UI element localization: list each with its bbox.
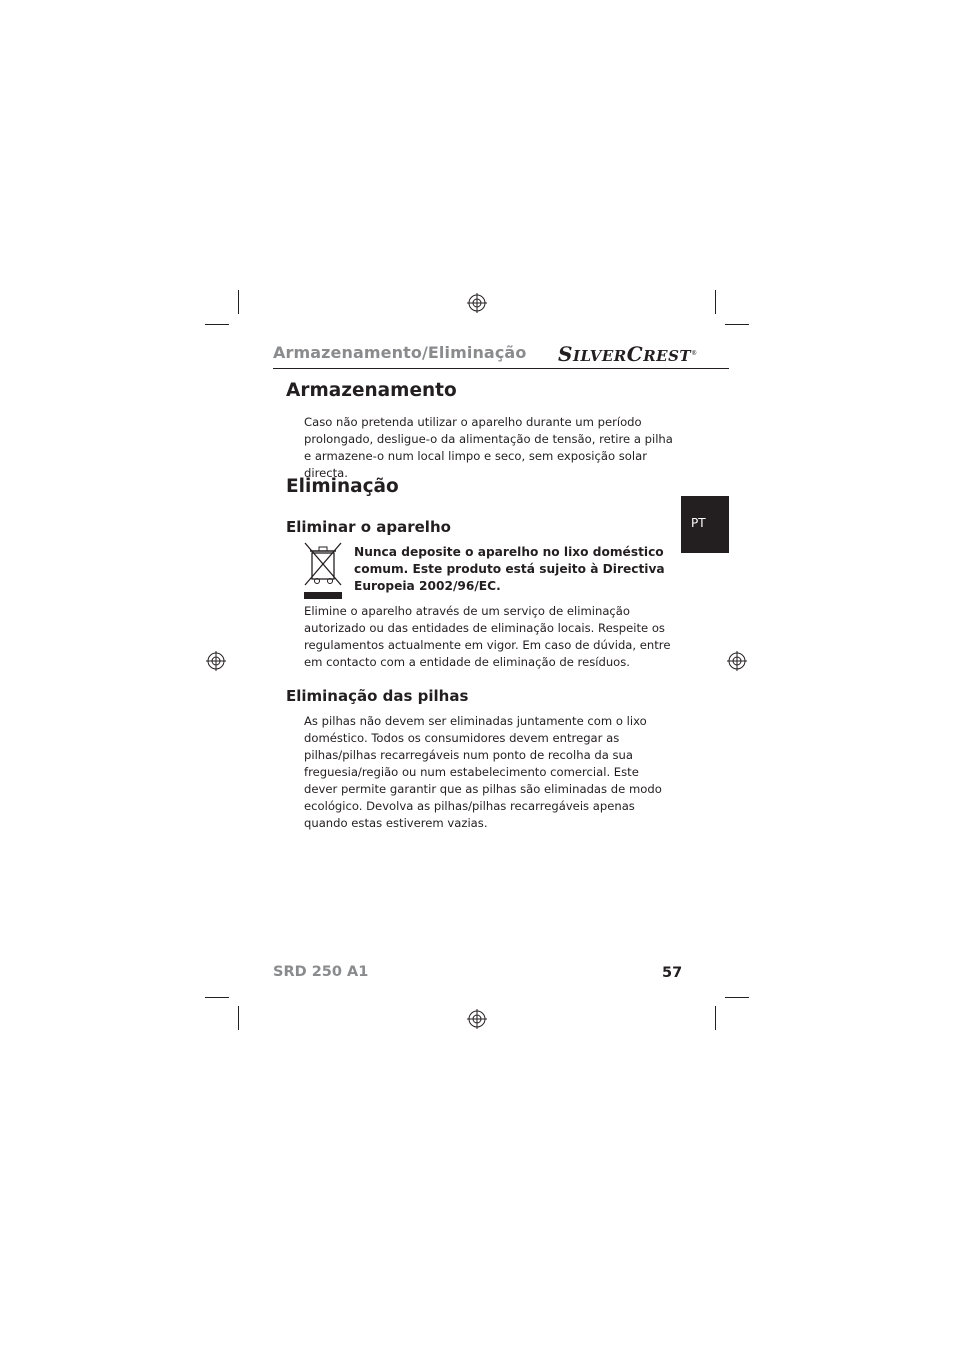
language-tab-label: PT bbox=[691, 516, 706, 530]
storage-paragraph: Caso não pretenda utilizar o aparelho durante um período prolongado, desligue-o da alimentação de tensão, retire a pilha e armazene-o num local limpo e seco, sem exposição solar directa. bbox=[304, 415, 673, 480]
registration-mark-icon bbox=[206, 651, 226, 671]
crop-mark bbox=[238, 290, 239, 314]
crop-mark bbox=[715, 290, 716, 314]
language-tab bbox=[681, 496, 729, 553]
crop-mark bbox=[205, 997, 229, 998]
brand-logo: SILVERCREST® bbox=[558, 342, 698, 366]
section-title-storage: Armazenamento bbox=[286, 380, 457, 401]
crop-mark bbox=[238, 1006, 239, 1030]
crop-mark bbox=[725, 997, 749, 998]
footer-model: SRD 250 A1 bbox=[273, 964, 369, 980]
crop-mark bbox=[725, 324, 749, 325]
header-rule bbox=[273, 368, 729, 369]
registration-mark-icon bbox=[727, 651, 747, 671]
page-number: 57 bbox=[662, 965, 683, 981]
battery-paragraph: As pilhas não devem ser eliminadas juntamente com o lixo doméstico. Todos os consumidores devem entregar as pilhas/pilhas recarregáveis num ponto de recolha da sua freguesia/região ou num estabelecimento comercial. Este dever permite garantir que as pilhas são eliminadas de modo ecológico. Devolva as pilhas/pilhas recarregáveis apenas quando estas estiverem vazias. bbox=[304, 714, 662, 830]
subsection-title-device: Eliminar o aparelho bbox=[286, 518, 451, 536]
crossed-out-wheelie-bin-icon bbox=[303, 539, 343, 601]
registration-mark-icon bbox=[467, 1009, 487, 1029]
registration-mark-icon bbox=[467, 293, 487, 313]
crop-mark bbox=[715, 1006, 716, 1030]
device-warning: Nunca deposite o aparelho no lixo doméstico comum. Este produto está sujeito à Directiva Europeia 2002/96/EC. bbox=[354, 545, 665, 593]
subsection-title-batteries: Eliminação das pilhas bbox=[286, 687, 469, 705]
crop-mark bbox=[205, 324, 229, 325]
device-paragraph: Elimine o aparelho através de um serviço de eliminação autorizado ou das entidades de eliminação locais. Respeite os regulamentos actualmente em vigor. Em caso de dúvida, entre em contacto com a entidade de eliminação de resíduos. bbox=[304, 604, 671, 669]
page-header-title: Armazenamento/Eliminação bbox=[273, 343, 527, 362]
section-title-disposal: Eliminação bbox=[286, 476, 399, 497]
